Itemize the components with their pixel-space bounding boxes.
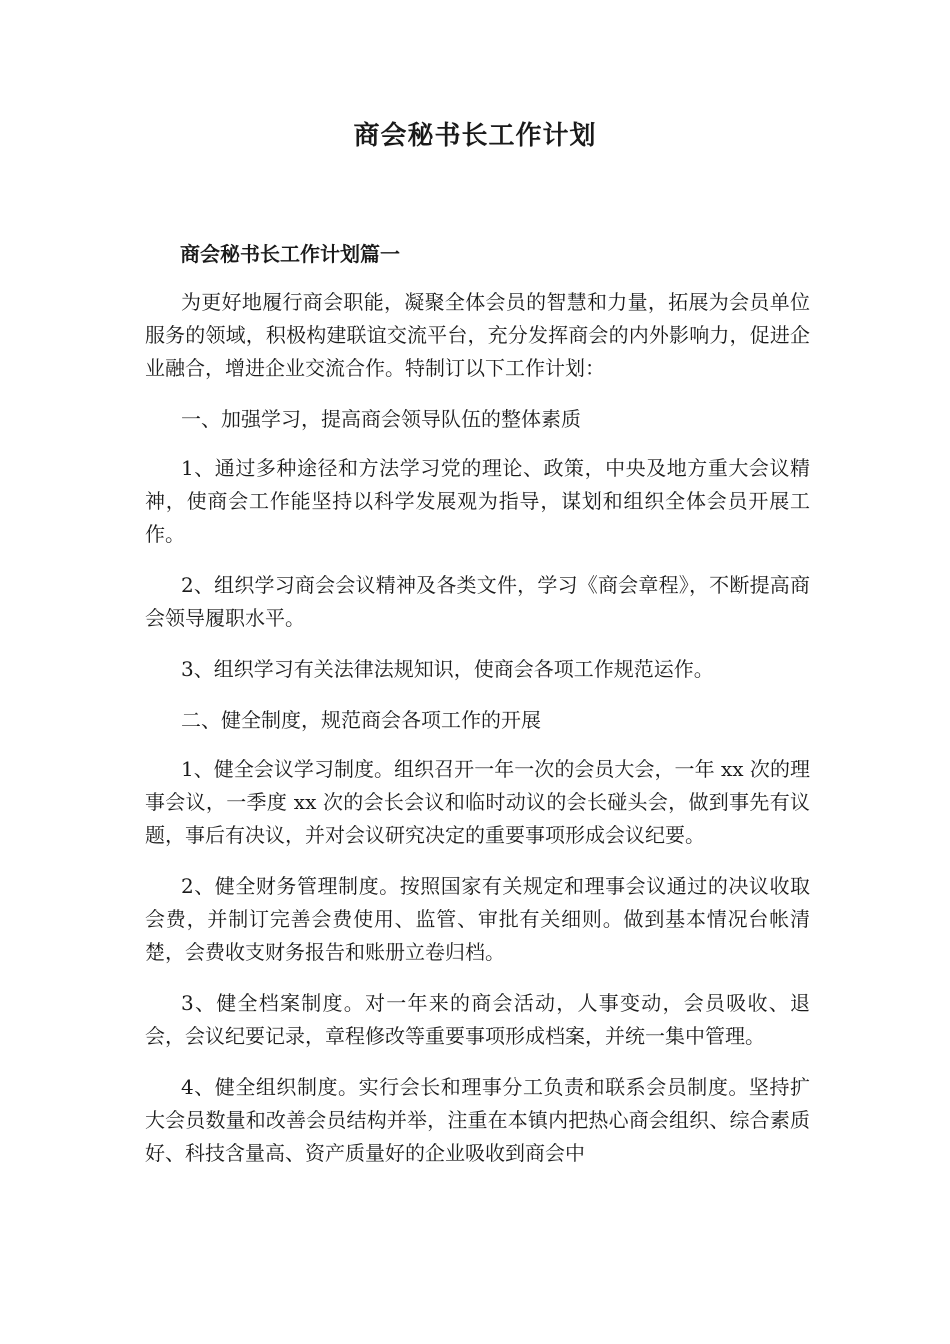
paragraph-item-1-1: 1、通过多种途径和方法学习党的理论、政策，中央及地方重大会议精神，使商会工作能坚持以科学发展观为指导，谋划和组织全体会员开展工作。 bbox=[145, 456, 810, 546]
document-body bbox=[145, 286, 810, 1188]
paragraph-item-2-3: 3、健全档案制度。对一年来的商会活动，人事变动，会员吸收、退会，会议纪要记录，章程修改等重要事项形成档案，并统一集中管理。 bbox=[145, 991, 810, 1048]
paragraph-intro: 为更好地履行商会职能，凝聚全体会员的智慧和力量，拓展为会员单位服务的领域，积极构建联谊交流平台，充分发挥商会的内外影响力，促进企业融合，增进企业交流合作。特制订以下工作计划： bbox=[145, 290, 810, 380]
paragraph-item-2-1: 1、健全会议学习制度。组织召开一年一次的会员大会，一年 xx 次的理事会议，一季度 xx 次的会长会议和临时动议的会长碰头会，做到事先有议题，事后有决议，并对会议研究决定的重要事项形成会议纪要。 bbox=[145, 757, 810, 847]
paragraph-heading-2: 二、健全制度，规范商会各项工作的开展 bbox=[181, 708, 541, 732]
paragraph-item-2-4: 4、健全组织制度。实行会长和理事分工负责和联系会员制度。坚持扩大会员数量和改善会员结构并举，注重在本镇内把热心商会组织、综合素质好、科技含量高、资产质量好的企业吸收到商会中 bbox=[145, 1075, 810, 1165]
paragraph-item-2-2: 2、健全财务管理制度。按照国家有关规定和理事会议通过的决议收取会费，并制订完善会费使用、监管、审批有关细则。做到基本情况台帐清楚，会费收支财务报告和账册立卷归档。 bbox=[145, 874, 810, 964]
paragraph-item-1-2: 2、组织学习商会会议精神及各类文件，学习《商会章程》，不断提高商会领导履职水平。 bbox=[145, 573, 810, 630]
document-title: 商会秘书长工作计划 bbox=[353, 121, 597, 151]
section-heading: 商会秘书长工作计划篇一 bbox=[180, 242, 400, 266]
paragraph-item-1-3: 3、组织学习有关法律法规知识，使商会各项工作规范运作。 bbox=[181, 657, 714, 681]
paragraph-heading-1: 一、加强学习，提高商会领导队伍的整体素质 bbox=[181, 407, 581, 431]
